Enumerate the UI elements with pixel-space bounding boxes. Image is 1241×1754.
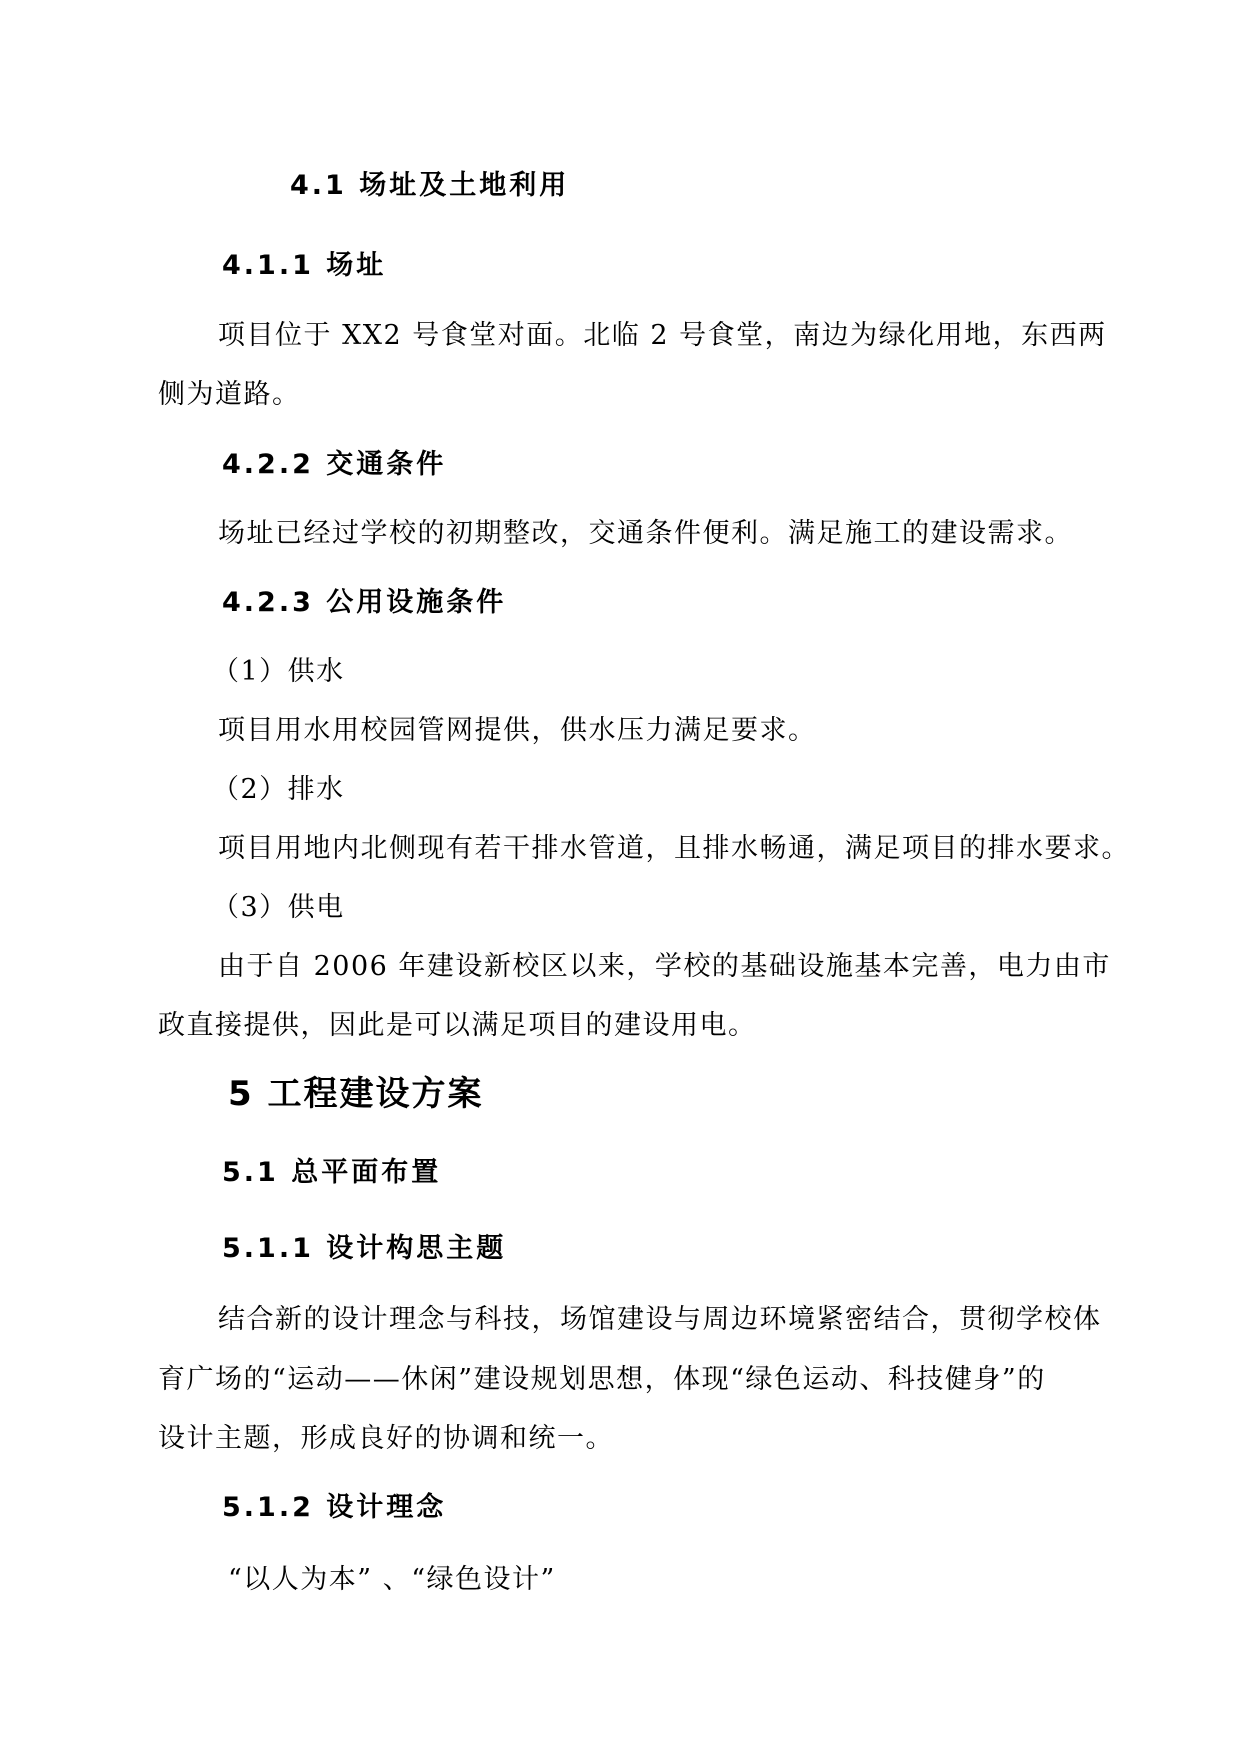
paragraph-line: “以人为本” 、“绿色设计” [228,1564,556,1595]
chapter-heading-5: 5 工程建设方案 [228,1074,484,1114]
list-item-label: （2）排水 [212,774,345,805]
paragraph-line: 设计主题，形成良好的协调和统一。 [158,1423,614,1454]
section-heading-5-1-1: 5.1.1 设计构思主题 [222,1233,507,1264]
section-heading-4-1: 4.1 场址及土地利用 [290,170,570,201]
section-heading-5-1: 5.1 总平面布置 [222,1157,442,1188]
section-heading-4-2-3: 4.2.3 公用设施条件 [222,587,507,618]
list-item-label: （3）供电 [212,892,345,923]
paragraph-line: 项目位于 XX2 号食堂对面。北临 2 号食堂，南边为绿化用地，东西两 [218,320,1107,351]
paragraph-line: 侧为道路。 [158,379,301,410]
paragraph-line: 由于自 2006 年建设新校区以来，学校的基础设施基本完善，电力由市 [218,951,1111,982]
paragraph-line: 结合新的设计理念与科技，场馆建设与周边环境紧密结合，贯彻学校体 [218,1304,1102,1335]
paragraph-line: 育广场的“运动——休闲”建设规划思想，体现“绿色运动、科技健身”的 [158,1364,1046,1395]
section-heading-4-2-2: 4.2.2 交通条件 [222,449,447,480]
section-heading-4-1-1: 4.1.1 场址 [222,250,387,281]
section-heading-5-1-2: 5.1.2 设计理念 [222,1492,447,1523]
paragraph-line: 项目用地内北侧现有若干排水管道，且排水畅通，满足项目的排水要求。 [218,833,1130,864]
list-item-label: （1）供水 [212,656,345,687]
paragraph-line: 政直接提供，因此是可以满足项目的建设用电。 [158,1010,757,1041]
paragraph-line: 项目用水用校园管网提供，供水压力满足要求。 [218,715,817,746]
paragraph-line: 场址已经过学校的初期整改，交通条件便利。满足施工的建设需求。 [218,518,1073,549]
